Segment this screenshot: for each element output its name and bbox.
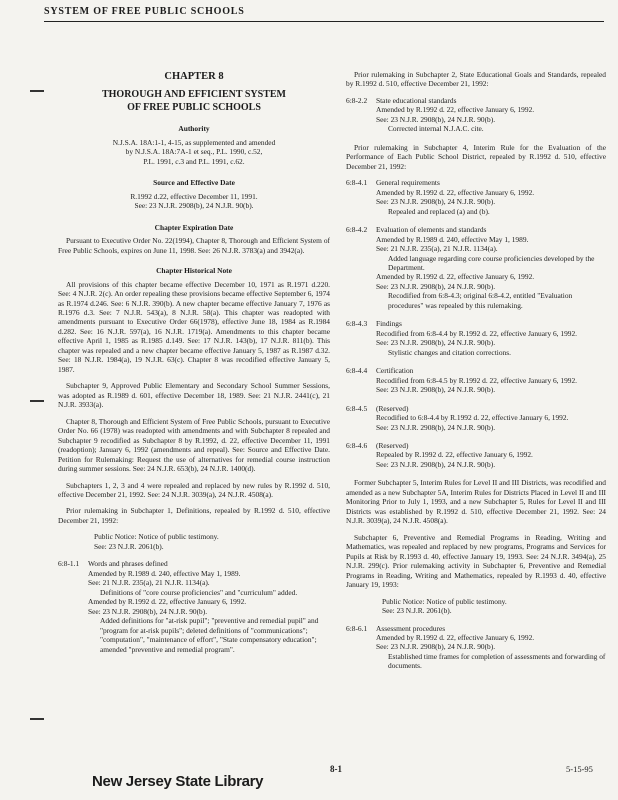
section-number: 6:8-4.2 [346,225,368,235]
section-line: Established time frames for completion of assessments and forwarding of documents. [388,651,606,671]
right-column [346,70,606,680]
section-line: Recodified from 6:8-4.5 by R.1992 d. 22, effective January 6, 1992. [376,375,578,385]
source-line: See: 23 N.J.R. 2908(b), 24 N.J.R. 90(b). [134,201,254,211]
notice-line: See: 23 N.J.R. 2061(b). [382,606,452,616]
section-6-8-4-5 [346,404,606,432]
public-notice [346,597,606,616]
section-number: 6:8-4.1 [346,178,368,188]
section-line: See: 23 N.J.R. 2908(b), 24 N.J.R. 90(b). [376,385,496,395]
section-6-8-4-6 [346,441,606,469]
section-line: See: 23 N.J.R. 2908(b), 24 N.J.R. 90(b). [88,606,208,616]
section-body [376,404,606,432]
section-heading: State educational standards [376,95,457,105]
section-line: See: 23 N.J.R. 2908(b), 24 N.J.R. 90(b). [376,338,496,348]
intro-paragraph: Prior rulemaking in Subchapter 2, State Educational Goals and Standards, repealed by R.1992 d. 510, effective December 21, 1992: [346,70,606,89]
section-line: See: 21 N.J.R. 235(a), 21 N.J.R. 1134(a). [88,578,210,588]
source-text [58,192,330,211]
section-line: Amended by R.1989 d. 240, effective May 1, 1989. [376,234,529,244]
body-paragraph: Former Subchapter 5, Interim Rules for Level II and III Districts, was recodified and amended as a new Subchapter 5A, Interim Rules for Districts Placed in Level II and III Monitoring Prior to July 1, 1993, and a new Subchapter 5, Rules for Level II and III Districts was established by R.1992 d. 510, effective December 21, 1992. See: 24 N.J.R. 3039(a), 24 N.J.R. 4508(a). [346,478,606,526]
section-line: Amended by R.1992 d. 22, effective January 6, 1992. [88,597,247,607]
section-body [376,96,606,134]
supplement-date: 5-15-95 [566,764,593,774]
section-line: Amended by R.1992 d. 22, effective January 6, 1992. [376,105,535,115]
section-line: Stylistic changes and citation corrections. [388,347,511,357]
section-number: 6:8-4.5 [346,403,368,413]
section-line: Added language regarding core course proficiencies developed by the Department. [388,253,595,272]
section-heading: (Reserved) [376,441,409,450]
section-line: Amended by R.1989 d. 240, effective May 1, 1989. [88,568,241,578]
authority-text [58,138,330,166]
section-body [376,225,606,310]
margin-mark [30,718,44,720]
left-column [58,70,330,663]
section-line: See: 23 N.J.R. 2908(b), 24 N.J.R. 90(b). [376,197,496,207]
section-heading: Certification [376,366,414,376]
history-heading: Chapter Historical Note [156,266,232,276]
section-line: See: 23 N.J.R. 2908(b), 24 N.J.R. 90(b). [376,642,496,652]
section-body [376,441,606,469]
running-header: SYSTEM OF FREE PUBLIC SCHOOLS [44,6,604,22]
section-line: Recodified from 6:8-4.4 by R.1992 d. 22, effective January 6, 1992. [376,328,578,338]
section-line: Repealed by R.1992 d. 22, effective January 6, 1992. [376,450,533,460]
public-notice [58,532,330,551]
margin-mark [30,90,44,92]
history-paragraph: Prior rulemaking in Subchapter 1, Definitions, repealed by R.1992 d. 510, effective December 21, 1992: [58,506,330,525]
section-line: Recodified to 6:8-4.4 by R.1992 d. 22, effective January 6, 1992. [376,413,569,423]
section-number: 6:8-4.6 [346,441,368,450]
section-number: 6:8-1.1 [58,559,80,569]
section-body [376,319,606,357]
section-body [376,366,606,394]
section-6-8-4-1 [346,178,606,216]
history-paragraph: Subchapter 9, Approved Public Elementary and Secondary School Summer Sessions, was adopted as R.1989 d. 601, effective December 18, 1989. See: 21 N.J.R. 2441(c), 21 N.J.R. 3933(a). [58,381,330,410]
chapter-title-line: THOROUGH AND EFFICIENT SYSTEM [101,89,286,101]
section-6-8-4-3 [346,319,606,357]
expiration-text: Pursuant to Executive Order No. 22(1994), Chapter 8, Thorough and Efficient System of Free Public Schools, expires on June 11, 1998. See: 26 N.J.R. 3783(a) and 3942(a). [58,236,330,255]
history-paragraph: All provisions of this chapter became effective December 10, 1971 as R.1971 d.220. See: 4 N.J.R. 2(c). An order repealing these provisions became effective September 6, 1974 as R.1974 d.246. See: 6 N.J.R. 390(b). A new chapter became effective January 7, 1976 as R.1976 d.3. See: 7 N.J.R. 543(a), 8 N.J.R. 58(a). This chapter was readopted with amendments pursuant to Executive Order 66(1978), effective June 18, 1984 as R.1984 d.282. See: 16 N.J.R. 597(a), 16 N.J.R. 1719(a). Amendments to this chapter became effective April 1, 1985 as R.1985 d.149. See: 17 N.J.R. 143(b), 17 N.J.R. 811(b). This chapter was repealed and a new chapter became effective January 5, 1987 as R.1987 d.32. See: 18 N.J.R. 1984(a), 19 N.J.R. 63(c). Chapter 8 was recodified effective January 5, 1987. [58,279,330,374]
section-6-8-1-1 [58,559,330,654]
notice-line: Public Notice: Notice of public testimony. [382,596,507,606]
section-6-8-4-4 [346,366,606,394]
authority-line: P.L. 1991, c.3 and P.L. 1991, c.62. [143,156,245,166]
history-paragraph: Subchapters 1, 2, 3 and 4 were repealed and replaced by new rules by R.1992 d. 510, effective December 21, 1992. See: 24 N.J.R. 3039(a), 24 N.J.R. 4508(a). [58,480,330,499]
chapter-number: CHAPTER 8 [164,71,224,82]
authority-line: N.J.S.A. 18A:1-1, 4-15, as supplemented and amended [112,137,276,147]
notice-line: Public Notice: Notice of public testimony. [94,532,219,542]
section-line: Recodified from 6:8-4.3; original 6:8-4.2, entitled "Evaluation procedures" was repealed by this rulemaking. [388,291,573,310]
section-line: See: 21 N.J.R. 235(a), 21 N.J.R. 1134(a). [376,244,498,254]
body-paragraph: Subchapter 6, Preventive and Remedial Programs in Reading, Writing and Mathematics, was repealed and replaced by new programs, Programs and Services for Pupils at Risk by R.1993 d. 40, effective January 19, 1993. See: 24 N.J.R. 3494(a), 25 N.J.R. 299(c). Prior rulemaking activity in Subchapter 6, Preventive and Remedial Programs in Reading, Writing and Mathematics, repealed by R.1993 d. 40, effective January 19, 1993: [346,532,606,590]
page-number: 8-1 [330,764,342,774]
intro-paragraph: Prior rulemaking in Subchapter 4, Interim Rule for the Evaluation of the Performance of Each Public School District, repealed by R.1992 d. 510, effective December 21, 1992: [346,142,606,171]
section-number: 6:8-4.3 [346,319,368,329]
section-line: See: 23 N.J.R. 2908(b), 24 N.J.R. 90(b). [376,281,496,291]
section-heading: Evaluation of elements and standards [376,225,487,235]
chapter-title [58,89,330,114]
margin-mark [30,400,44,402]
section-line: Amended by R.1992 d. 22, effective January 6, 1992. [376,187,535,197]
section-line: Repealed and replaced (a) and (b). [388,206,490,216]
history-paragraph: Chapter 8, Thorough and Efficient System of Free Public Schools, pursuant to Executive Order No. 66 (1978) was readopted with amendments and with Subchapter 8 repealed and Subchapter 9 recodified as Subchapter 8 by R.1992, d. 22, effective December 11, 1991 (readoption); January 6, 1992 (amendments and repeal). See: Source and Effective Date. Petition for Rulemaking: Request the use of alternatives for remedial course instruction during summer sessions. See: 24 N.J.R. 653(b), 24 N.J.R. 1400(d). [58,416,330,474]
library-stamp: New Jersey State Library [92,773,264,790]
section-heading: Words and phrases defined [88,559,168,569]
authority-line: by N.J.S.A. 18A:7A-1 et seq., P.L. 1990, c.52, [125,147,263,157]
section-number: 6:8-2.2 [346,95,368,105]
chapter-title-line: OF FREE PUBLIC SCHOOLS [127,101,261,113]
section-heading: Assessment procedures [376,623,446,633]
notice-line: See: 23 N.J.R. 2061(b). [94,541,164,551]
section-6-8-6-1 [346,624,606,671]
expiration-heading: Chapter Expiration Date [154,222,234,232]
authority-heading: Authority [178,124,210,134]
section-line: See: 23 N.J.R. 2908(b), 24 N.J.R. 90(b). [376,422,496,432]
section-body [376,624,606,671]
section-number: 6:8-6.1 [346,623,368,633]
section-line: Corrected internal N.J.A.C. cite. [388,124,484,134]
source-line: R.1992 d.22, effective December 11, 1991. [130,191,258,201]
section-line: See: 23 N.J.R. 2908(b), 24 N.J.R. 90(b). [376,114,496,124]
source-heading: Source and Effective Date [153,178,235,188]
section-body [88,559,330,654]
section-6-8-4-2 [346,225,606,310]
section-heading: (Reserved) [376,403,409,413]
section-heading: General requirements [376,178,440,188]
section-body [376,178,606,216]
section-6-8-2-2 [346,96,606,134]
section-line: Amended by R.1992 d. 22, effective January 6, 1992. [376,632,535,642]
section-line: Added definitions for "at-risk pupil"; "preventive and remedial pupil" and "program for at-risk pupils"; deleted definitions of "communications"; "computation", "maintenance of effort", "State compensatory education"; amended "preventive and remedial program". [100,616,319,654]
section-number: 6:8-4.4 [346,366,368,376]
section-line: See: 23 N.J.R. 2908(b), 24 N.J.R. 90(b). [376,459,496,469]
section-heading: Findings [376,319,402,329]
section-line: Definitions of "core course proficiencies" and "curriculum" added. [100,587,298,597]
section-line: Amended by R.1992 d. 22, effective January 6, 1992. [376,272,535,282]
